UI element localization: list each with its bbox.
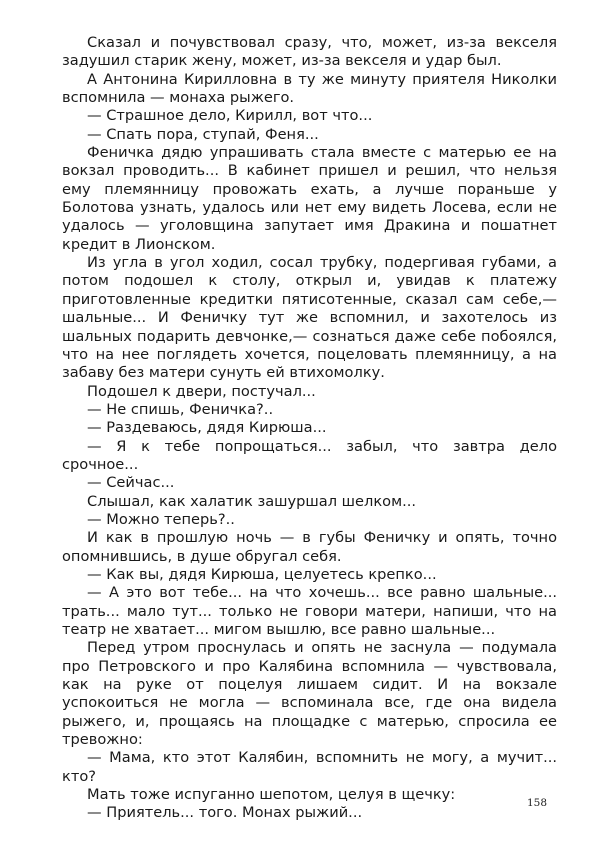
- paragraph-17: Перед утром проснулась и опять не заснула — подумала про Петровского и про Калябина вспомнила — чувствовала, как на руке от поцелуя лишаем сидит. И на вокзале успокоиться не могла — вспоминала все, где она видела рыжего, и, прощаясь на площадке с матерью, спросила ее тревожно:: [62, 639, 557, 749]
- paragraph-18: — Мама, кто этот Калябин, вспомнить не могу, а мучит... кто?: [62, 749, 557, 785]
- paragraph-1: Сказал и почувствовал сразу, что, может, из-за векселя задушил старик жену, может, из-за векселя и удар был.: [62, 34, 557, 70]
- paragraph-7: Подошел к двери, постучал...: [87, 382, 316, 400]
- body-text: [62, 34, 557, 823]
- paragraph-9: — Раздеваюсь, дядя Кирюша...: [87, 419, 327, 437]
- paragraph-14: И как в прошлую ночь — в губы Феничку и опять, точно опомнившись, в душе обругал себя.: [62, 529, 557, 565]
- paragraph-12: Слышал, как халатик зашуршал шелком...: [87, 492, 416, 510]
- paragraph-8: — Не спишь, Феничка?..: [87, 400, 274, 418]
- paragraph-6: Из угла в угол ходил, сосал трубку, подергивая губами, а потом подошел к столу, открыл и, увидав к платежу приготовленные кредитки пятисотенные, сказал сам себе,— шальные... И Феничку тут же вспомнил, и захотелось из шальных подарить девчонке,— сознаться даже себе побоялся, что на нее поглядеть хочется, поцеловать племянницу, а на забаву без матери сунуть ей втихомолку.: [62, 254, 557, 382]
- paragraph-15: — Как вы, дядя Кирюша, целуетесь крепко...: [87, 565, 437, 583]
- paragraph-2: А Антонина Кирилловна в ту же минуту приятеля Николки вспомнила — монаха рыжего.: [62, 70, 557, 107]
- paragraph-13: — Можно теперь?..: [87, 510, 235, 528]
- paragraph-11: — Сейчас...: [87, 474, 175, 492]
- paragraph-4: — Спать пора, ступай, Феня...: [87, 125, 319, 143]
- paragraph-19: Мать тоже испуганно шепотом, целуя в щечку:: [87, 786, 456, 804]
- paragraph-5: Феничка дядю упрашивать стала вместе с матерью ее на вокзал проводить... В кабинет пришел и решил, что нельзя ему племянницу провожать ехать, а лучше пораньше у Болотова узнать, удалось или нет ему видеть Лосева, если не удалось — уголовщина запутает имя Дракина и пошатнет кредит в Лионском.: [62, 144, 557, 253]
- paragraph-3: — Страшное дело, Кирилл, вот что...: [87, 107, 373, 125]
- paragraph-10: — Я к тебе попрощаться... забыл, что завтра дело срочное...: [62, 437, 557, 473]
- page-number: 158: [527, 797, 548, 809]
- paragraph-16: — А это вот тебе... на что хочешь... все равно шальные... трать... мало тут... только не говори матери, напиши, что на театр не хватает... мигом вышлю, все равно шальные...: [62, 584, 557, 638]
- paragraph-20: — Приятель... того. Монах рыжий...: [87, 804, 363, 822]
